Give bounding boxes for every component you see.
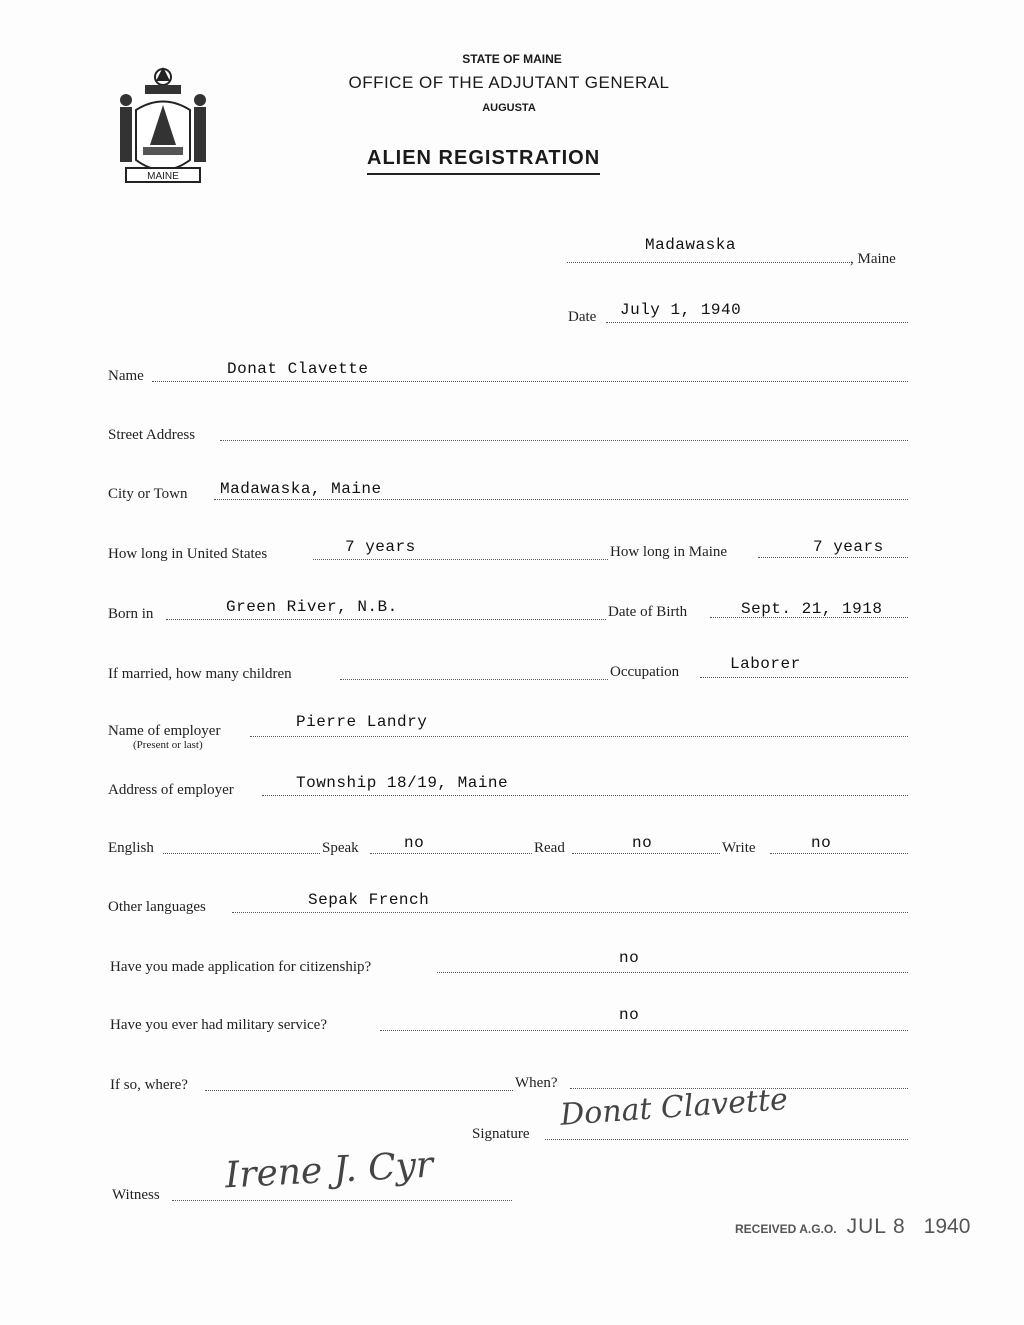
military-line — [380, 1030, 908, 1031]
stamp-year: 1940 — [923, 1215, 971, 1238]
read-value[interactable]: no — [632, 834, 653, 852]
seal-text: MAINE — [147, 171, 179, 182]
read-label: Read — [534, 840, 565, 856]
occupation-value[interactable]: Laborer — [730, 655, 801, 673]
speak-label: Speak — [322, 840, 359, 856]
employer-address-label: Address of employer — [108, 782, 234, 798]
other-languages-label: Other languages — [108, 899, 206, 915]
maine-years-line — [758, 557, 908, 558]
born-label: Born in — [108, 606, 154, 622]
employer-address-value[interactable]: Township 18/19, Maine — [296, 774, 509, 792]
english-line — [163, 853, 320, 854]
name-line — [152, 381, 908, 382]
stamp-received: RECEIVED A.G.O. — [735, 1222, 837, 1236]
header-state: STATE OF MAINE — [462, 52, 562, 66]
street-line[interactable] — [220, 440, 908, 441]
dob-label: Date of Birth — [608, 604, 688, 620]
employer-line — [250, 736, 908, 737]
us-years-line — [313, 559, 608, 560]
stamp-date: JUL 8 — [846, 1215, 906, 1238]
signature-label: Signature — [472, 1126, 530, 1142]
street-label: Street Address — [108, 427, 196, 443]
city-label: City or Town — [108, 486, 188, 502]
maine-years-label: How long in Maine — [610, 544, 728, 560]
us-years-value[interactable]: 7 years — [345, 538, 416, 556]
us-years-label: How long in United States — [108, 546, 268, 562]
location-line — [567, 262, 850, 263]
born-line — [166, 619, 606, 620]
children-line[interactable] — [340, 679, 608, 680]
dob-value[interactable]: Sept. 21, 1918 — [741, 600, 883, 618]
witness-handwriting: Irene J. Cyr — [224, 1144, 435, 1197]
city-value[interactable]: Madawaska, Maine — [220, 480, 382, 498]
name-value[interactable]: Donat Clavette — [227, 360, 369, 378]
date-label: Date — [568, 309, 597, 325]
write-label: Write — [722, 840, 756, 856]
employer-value[interactable]: Pierre Landry — [296, 713, 428, 731]
military-value[interactable]: no — [619, 1006, 640, 1024]
children-label: If married, how many children — [108, 666, 292, 682]
date-line — [606, 322, 908, 323]
speak-value[interactable]: no — [404, 834, 425, 852]
witness-line — [172, 1200, 512, 1201]
where-line[interactable] — [205, 1090, 513, 1091]
header-city: AUGUSTA — [482, 102, 536, 114]
read-line — [572, 853, 720, 854]
where-label: If so, where? — [110, 1077, 188, 1093]
form-title: ALIEN REGISTRATION — [367, 147, 600, 175]
received-stamp — [735, 1215, 970, 1239]
born-value[interactable]: Green River, N.B. — [226, 598, 398, 616]
occupation-label: Occupation — [610, 664, 680, 680]
signature-handwriting: Donat Clavette — [559, 1082, 789, 1133]
when-label: When? — [515, 1075, 558, 1091]
other-languages-value[interactable]: Sepak French — [308, 891, 430, 909]
citizenship-label: Have you made application for citizenship? — [110, 959, 372, 975]
witness-label: Witness — [112, 1187, 160, 1203]
location-value[interactable]: Madawaska — [645, 236, 736, 254]
occupation-line — [700, 677, 908, 678]
city-line — [214, 499, 908, 500]
employer-sublabel: (Present or last) — [133, 739, 203, 751]
employer-address-line — [262, 795, 908, 796]
name-label: Name — [108, 368, 144, 384]
citizenship-value[interactable]: no — [619, 949, 640, 967]
other-languages-line — [232, 912, 908, 913]
employer-label: Name of employer — [108, 723, 221, 739]
citizenship-line — [437, 972, 908, 973]
location-suffix: , Maine — [850, 251, 896, 267]
signature-line — [545, 1139, 908, 1140]
speak-line — [370, 853, 532, 854]
maine-years-value[interactable]: 7 years — [813, 538, 884, 556]
english-label: English — [108, 840, 154, 856]
write-value[interactable]: no — [811, 834, 832, 852]
header-office: OFFICE OF THE ADJUTANT GENERAL — [348, 73, 670, 92]
date-value[interactable]: July 1, 1940 — [620, 301, 742, 319]
write-line — [770, 853, 908, 854]
military-label: Have you ever had military service? — [110, 1017, 327, 1033]
